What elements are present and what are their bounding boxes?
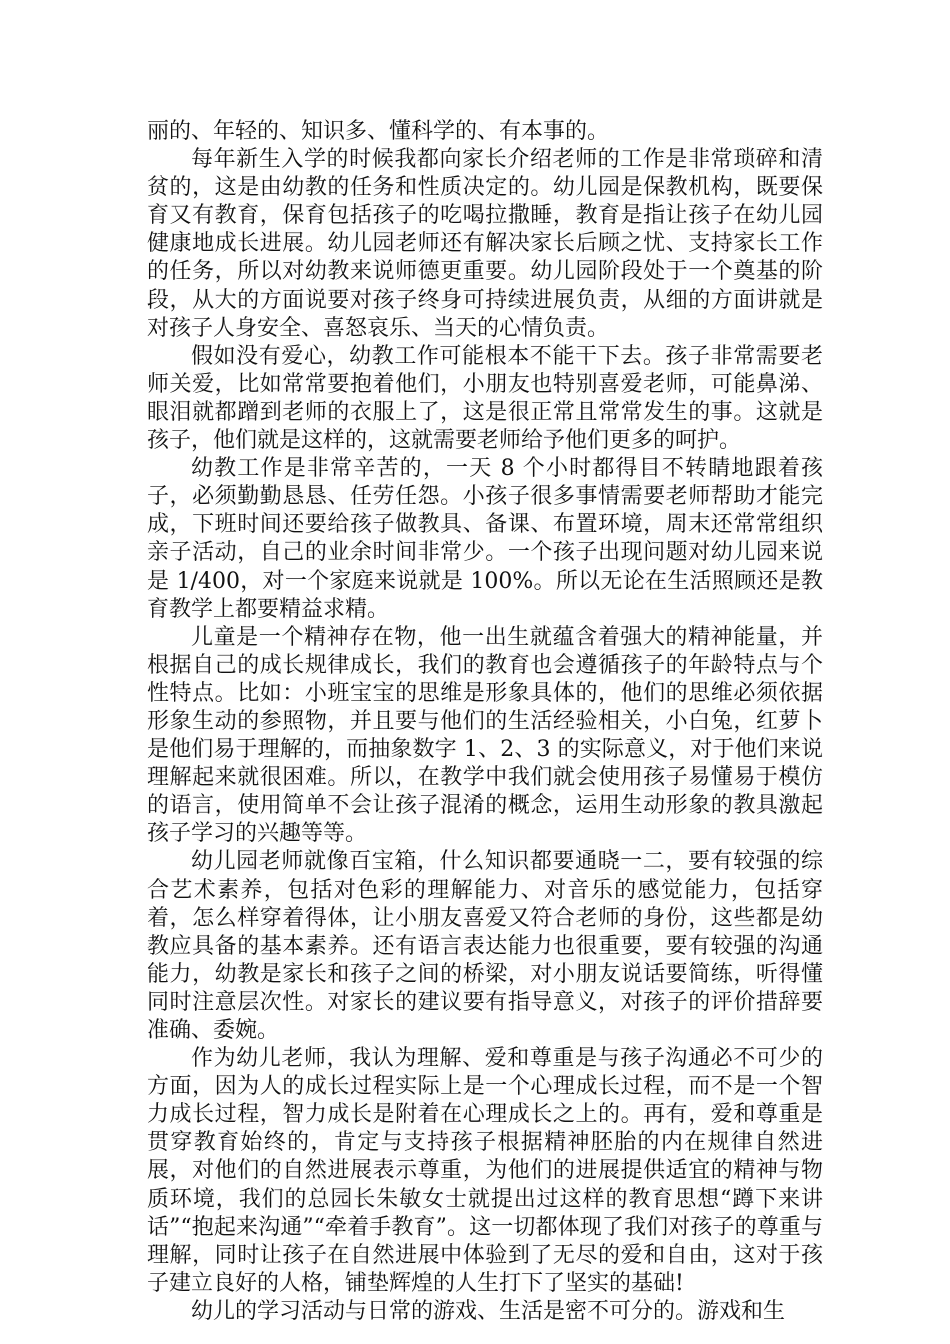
paragraph-7: 作为幼儿老师，我认为理解、爱和尊重是与孩子沟通必不可少的方面，因为人的成长过程实际上是一个心理成长过程，而不是一个智力成长过程，智力成长是附着在心理成长之上的。再有，爱和尊重是贯穿教育始终的，肯定与支持孩子根据精神胚胎的内在规律自然进展，对他们的自然进展表示尊重，为他们的进展提供适宜的精神与物质环境，我们的总园长朱敏女士就提出过这样的教育思想“蹲下来讲话”“抱起来沟通”“牵着手教育”。这一切都体现了我们对孩子的尊重与理解，同时让孩子在自然进展中体验到了无尽的爱和自由，这对于孩子建立良好的人格，铺垫辉煌的人生打下了坚实的基础! [147, 1046, 823, 1296]
paragraph-5: 儿童是一个精神存在物，他一出生就蕴含着强大的精神能量，并根据自己的成长规律成长，我们的教育也会遵循孩子的年龄特点与个性特点。比如：小班宝宝的思维是形象具体的，他们的思维必须依据形象生动的参照物，并且要与他们的生活经验相关，小白兔，红萝卜是他们易于理解的，而抽象数字 1、2、3 的实际意义，对于他们来说理解起来就很困难。所以，在教学中我们就会使用孩子易懂易于模仿的语言，使用简单不会让孩子混淆的概念，运用生动形象的教具激起孩子学习的兴趣等等。 [147, 624, 823, 847]
paragraph-1: 丽的、年轻的、知识多、懂科学的、有本事的。 [147, 119, 610, 144]
paragraph-8: 幼儿的学习活动与日常的游戏、生活是密不可分的。游戏和生 [191, 1298, 786, 1324]
document-page [147, 118, 823, 1326]
paragraph-2: 每年新生入学的时候我都向家长介绍老师的工作是非常琐碎和清贫的，这是由幼教的任务和性质决定的。幼儿园是保教机构，既要保育又有教育，保育包括孩子的吃喝拉撒睡，教育是指让孩子在幼儿园健康地成长进展。幼儿园老师还有解决家长后顾之忧、支持家长工作的任务，所以对幼教来说师德更重要。幼儿园阶段处于一个奠基的阶段，从大的方面说要对孩子终身可持续进展负责，从细的方面讲就是对孩子人身安全、喜怒哀乐、当天的心情负责。 [147, 147, 823, 341]
paragraph-6: 幼儿园老师就像百宝箱，什么知识都要通晓一二，要有较强的综合艺术素养，包括对色彩的理解能力、对音乐的感觉能力，包括穿着，怎么样穿着得体，让小朋友喜爱又符合老师的身份，这些都是幼教应具备的基本素养。还有语言表达能力也很重要，要有较强的沟通能力，幼教是家长和孩子之间的桥梁，对小朋友说话要简练，听得懂同时注意层次性。对家长的建议要有指导意义，对孩子的评价措辞要准确、委婉。 [147, 849, 823, 1043]
paragraph-4: 幼教工作是非常辛苦的，一天 8 个小时都得目不转睛地跟着孩子，必须勤勤恳恳、任劳任怨。小孩子很多事情需要老师帮助才能完成，下班时间还要给孩子做教具、备课、布置环境，周末还常常组织亲子活动，自己的业余时间非常少。一个孩子出现问题对幼儿园来说是 1/400，对一个家庭来说就是 100%。所以无论在生活照顾还是教育教学上都要精益求精。 [147, 456, 823, 622]
paragraph-3: 假如没有爱心，幼教工作可能根本不能干下去。孩子非常需要老师关爱，比如常常要抱着他们，小朋友也特别喜爱老师，可能鼻涕、眼泪就都蹭到老师的衣服上了，这是很正常且常常发生的事。这就是孩子，他们就是这样的，这就需要老师给予他们更多的呵护。 [147, 343, 823, 454]
